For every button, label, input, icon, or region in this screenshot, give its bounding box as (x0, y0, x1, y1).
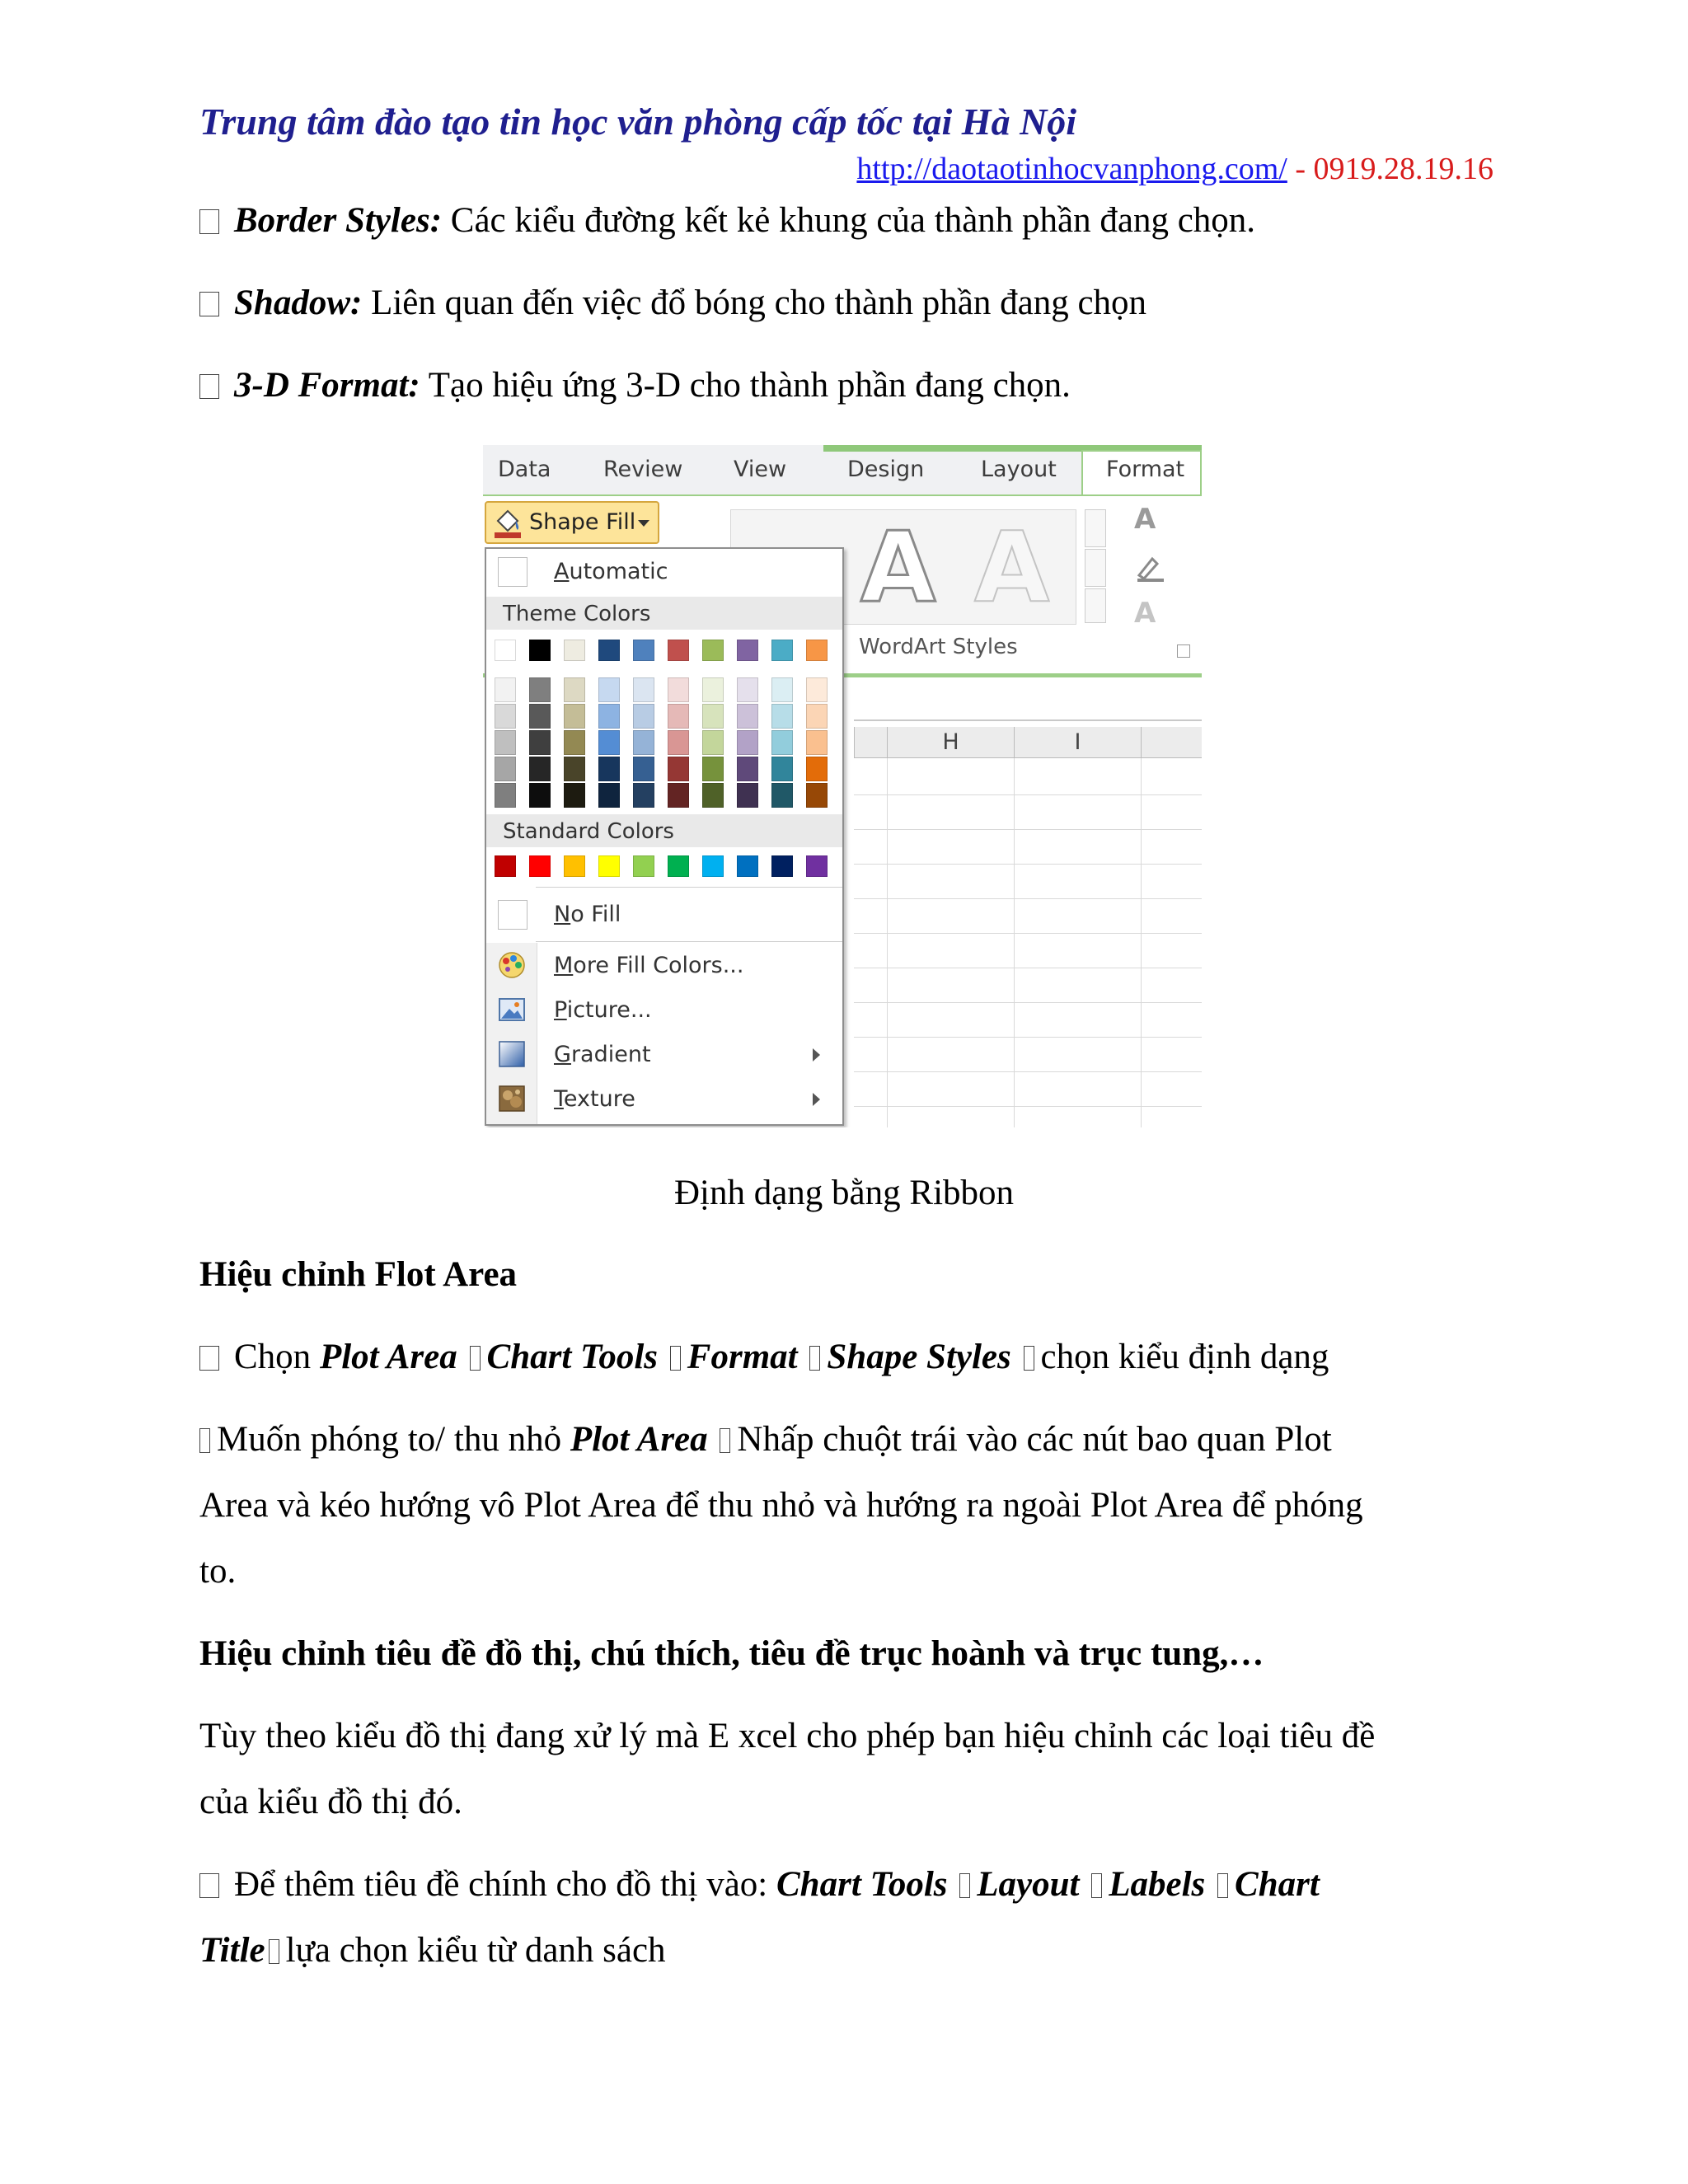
plot-area-resize-line1 (199, 1406, 1493, 1474)
theme-shade-swatch[interactable] (495, 704, 516, 729)
chevron-right-icon (813, 1048, 820, 1062)
ribbon-screenshot (483, 445, 1202, 1127)
arrow-glyph-icon (809, 1346, 820, 1371)
step-chart-tools: Chart Tools (486, 1338, 659, 1376)
theme-color-swatch[interactable] (702, 640, 724, 661)
arrow-glyph-icon (1024, 1346, 1034, 1371)
ribbon-tab-bar (483, 445, 1202, 496)
theme-colors-header (486, 597, 842, 630)
shape-fill-label: Shape Fill (529, 509, 636, 535)
gallery-scroll-up[interactable] (1085, 509, 1106, 547)
add-layout: Layout (977, 1865, 1080, 1904)
standard-color-swatch[interactable] (737, 855, 758, 877)
theme-colors-label: Theme Colors (503, 602, 651, 626)
theme-shade-swatch[interactable] (702, 730, 724, 755)
desc-border-styles: Các kiểu đường kết kẻ khung của thành phần đang chọn. (442, 201, 1256, 240)
theme-shade-swatch[interactable] (806, 757, 828, 781)
standard-color-swatch[interactable] (668, 855, 689, 877)
bullet-box-icon (199, 1873, 219, 1898)
theme-shade-swatch[interactable] (564, 783, 585, 808)
tab-review[interactable]: Review (603, 457, 683, 482)
step-format: Format (687, 1338, 798, 1376)
grid-row-line (854, 933, 1202, 934)
menu-item-picture[interactable] (486, 989, 842, 1032)
theme-color-swatch[interactable] (495, 640, 516, 661)
theme-shade-swatch[interactable] (702, 783, 724, 808)
menu-item-no-fill[interactable] (486, 893, 842, 936)
theme-shade-swatch[interactable] (668, 757, 689, 781)
arrow-glyph-icon (670, 1346, 681, 1371)
theme-color-swatch[interactable] (598, 640, 620, 661)
automatic-label-text: Automatic (554, 559, 668, 584)
column-header-i[interactable]: I (1014, 727, 1141, 758)
theme-color-swatch[interactable] (564, 640, 585, 661)
theme-shade-swatch[interactable] (564, 757, 585, 781)
arrow-glyph-icon (720, 1428, 730, 1453)
theme-shade-swatch[interactable] (702, 757, 724, 781)
theme-shade-swatch[interactable] (668, 783, 689, 808)
desc-shadow: Liên quan đến việc đổ bóng cho thành phần đang chọn (362, 284, 1147, 322)
theme-shade-swatch[interactable] (771, 704, 793, 729)
gradient-icon (498, 1040, 526, 1068)
theme-shade-swatch[interactable] (737, 730, 758, 755)
grid-row-line (854, 829, 1202, 830)
theme-shade-swatch[interactable] (737, 757, 758, 781)
theme-shade-swatch[interactable] (529, 757, 551, 781)
text-effects-icon[interactable]: A (1134, 597, 1156, 630)
desc-3d-format: Tạo hiệu ứng 3-D cho thành phần đang chọn. (420, 366, 1071, 405)
standard-color-swatch[interactable] (806, 855, 828, 877)
picture-icon (498, 996, 526, 1024)
shape-fill-menu (485, 547, 844, 1126)
grid-row-line (854, 1002, 1202, 1003)
theme-shade-swatch[interactable] (564, 730, 585, 755)
add-labels: Labels (1109, 1865, 1206, 1904)
shape-fill-button[interactable] (485, 501, 659, 544)
add-tail: lựa chọn kiểu từ danh sách (285, 1931, 666, 1970)
theme-shade-swatch[interactable] (737, 677, 758, 702)
website-link[interactable]: http://daotaotinhocvanphong.com/ (856, 152, 1287, 186)
text-fill-icon[interactable]: A (1134, 503, 1156, 536)
column-header-row (854, 727, 1202, 758)
grid-row-line (854, 1106, 1202, 1107)
tab-view[interactable]: View (734, 457, 787, 482)
bullet-3d-format (199, 352, 1493, 419)
color-palette-icon (498, 951, 526, 979)
automatic-swatch (498, 557, 528, 587)
standard-color-swatch[interactable] (633, 855, 654, 877)
wordart-styles-label: WordArt Styles (859, 635, 1018, 659)
resize-prefix: Muốn phóng to/ thu nhỏ (217, 1420, 570, 1459)
tab-layout[interactable]: Layout (981, 457, 1057, 482)
standard-colors-label: Standard Colors (503, 819, 674, 844)
bullet-shadow (199, 269, 1493, 337)
formula-bar[interactable] (854, 682, 1202, 721)
arrow-glyph-icon (269, 1939, 279, 1964)
figure-caption: Định dạng bằng Ribbon (673, 1174, 1015, 1212)
theme-shade-swatch[interactable] (529, 677, 551, 702)
resize-line1-text: Nhấp chuột trái vào các nút bao quan Plot (737, 1420, 1332, 1459)
paint-bucket-icon (493, 508, 523, 539)
arrow-glyph-icon (1217, 1873, 1228, 1898)
theme-shade-swatch[interactable] (702, 704, 724, 729)
grid-row-line (854, 864, 1202, 865)
dialog-launcher-icon[interactable] (1177, 644, 1190, 658)
theme-shade-swatch[interactable] (806, 730, 828, 755)
tab-design[interactable]: Design (847, 457, 925, 482)
theme-shade-swatch[interactable] (771, 677, 793, 702)
arrow-glyph-icon (199, 1428, 210, 1453)
theme-shade-swatch[interactable] (598, 757, 620, 781)
theme-color-swatch[interactable] (529, 640, 551, 661)
theme-color-swatch[interactable] (806, 640, 828, 661)
standard-color-swatch[interactable] (702, 855, 724, 877)
add-prefix: Để thêm tiêu đề chính cho đồ thị vào: (234, 1865, 776, 1904)
more-fill-colors-label: More Fill Colors... (554, 953, 744, 978)
titles-intro-line2: của kiểu đồ thị đó. (199, 1783, 462, 1821)
step-prefix: Chọn (234, 1338, 320, 1376)
standard-color-swatch[interactable] (771, 855, 793, 877)
picture-label: Picture... (554, 997, 652, 1023)
wordart-style-2[interactable]: A (974, 510, 1050, 624)
theme-shade-swatch[interactable] (495, 730, 516, 755)
column-header-h[interactable]: H (887, 727, 1014, 758)
grid-row-line (854, 794, 1202, 795)
add-title-line1 (199, 1851, 1493, 1919)
theme-shade-swatch[interactable] (529, 730, 551, 755)
step-plot-area: Plot Area (319, 1338, 457, 1376)
menu-separator (536, 941, 842, 942)
standard-color-swatch[interactable] (598, 855, 620, 877)
step-shape-styles: Shape Styles (827, 1338, 1011, 1376)
separator: - (1287, 152, 1314, 186)
add-title-line2 (199, 1917, 1493, 1985)
texture-label: Texture (554, 1086, 635, 1112)
theme-shade-swatch[interactable] (633, 704, 654, 729)
heading-titles: Hiệu chỉnh tiêu đề đồ thị, chú thích, tiêu đề trục hoành và trục tung,… (199, 1634, 1264, 1673)
theme-shade-swatch[interactable] (702, 677, 724, 702)
bullet-box-icon (199, 1346, 219, 1371)
no-fill-swatch (498, 900, 528, 930)
arrow-glyph-icon (959, 1873, 970, 1898)
theme-shade-swatch[interactable] (598, 677, 620, 702)
theme-color-swatch[interactable] (771, 640, 793, 661)
standard-color-swatch[interactable] (495, 855, 516, 877)
gradient-label: Gradient (554, 1042, 651, 1067)
grid-row-line (854, 898, 1202, 899)
grid-column-line (887, 758, 888, 1127)
plot-area-resize-line2: Area và kéo hướng vô Plot Area để thu nhỏ và hướng ra ngoài Plot Area để phóng (199, 1486, 1363, 1525)
theme-shade-swatch[interactable] (737, 783, 758, 808)
bullet-box-icon (199, 209, 219, 234)
theme-shade-swatch[interactable] (806, 677, 828, 702)
texture-icon (498, 1085, 526, 1113)
header-contact (856, 148, 1493, 190)
bullet-box-icon (199, 292, 219, 316)
grid-row-line (854, 1071, 1202, 1072)
theme-shade-swatch[interactable] (771, 730, 793, 755)
theme-shade-swatch[interactable] (598, 704, 620, 729)
theme-shade-swatch[interactable] (633, 730, 654, 755)
bullet-box-icon (199, 374, 219, 399)
arrow-glyph-icon (1091, 1873, 1102, 1898)
theme-shade-swatch[interactable] (495, 757, 516, 781)
theme-shade-swatch[interactable] (529, 704, 551, 729)
add-chart-tools: Chart Tools (776, 1865, 948, 1904)
no-fill-label: No Fill (554, 902, 621, 927)
grid-row-line (854, 1037, 1202, 1038)
theme-shade-swatch[interactable] (771, 783, 793, 808)
menu-item-gradient[interactable] (486, 1033, 842, 1076)
theme-color-swatch[interactable] (668, 640, 689, 661)
arrow-glyph-icon (470, 1346, 481, 1371)
text-outline-icon[interactable] (1134, 551, 1167, 583)
theme-shade-swatch[interactable] (806, 704, 828, 729)
theme-shade-swatch[interactable] (495, 783, 516, 808)
tab-data[interactable]: Data (498, 457, 551, 482)
theme-shade-swatch[interactable] (529, 783, 551, 808)
plot-area-steps (199, 1324, 1493, 1391)
menu-item-more-fill-colors[interactable] (486, 944, 842, 987)
chevron-down-icon (638, 520, 649, 527)
gallery-more[interactable] (1085, 588, 1106, 623)
theme-shade-swatch[interactable] (771, 757, 793, 781)
theme-color-swatch[interactable] (633, 640, 654, 661)
grid-column-line (1141, 758, 1142, 1127)
add-title: Title (199, 1931, 265, 1970)
chevron-right-icon (813, 1093, 820, 1106)
theme-shade-swatch[interactable] (668, 730, 689, 755)
theme-shade-swatch[interactable] (564, 704, 585, 729)
theme-color-swatch[interactable] (737, 640, 758, 661)
column-header-blank (854, 727, 887, 758)
bullet-border-styles (199, 187, 1493, 255)
add-chart: Chart (1235, 1865, 1320, 1904)
column-header-next[interactable] (1141, 727, 1202, 758)
theme-shade-swatch[interactable] (633, 783, 654, 808)
theme-shade-swatch[interactable] (737, 704, 758, 729)
theme-shade-swatch[interactable] (668, 677, 689, 702)
standard-colors-header (486, 814, 842, 847)
phone-number: 0919.28.19.16 (1313, 152, 1493, 186)
tab-format[interactable]: Format (1106, 457, 1185, 482)
menu-item-texture[interactable] (486, 1078, 842, 1121)
theme-shade-swatch[interactable] (495, 677, 516, 702)
theme-shade-swatch[interactable] (633, 757, 654, 781)
theme-shade-swatch[interactable] (598, 783, 620, 808)
plot-area-resize-line3: to. (199, 1552, 237, 1591)
automatic-label (554, 559, 668, 584)
gallery-scroll-down[interactable] (1085, 549, 1106, 587)
theme-shade-swatch[interactable] (806, 783, 828, 808)
titles-intro-line1: Tùy theo kiểu đồ thị đang xử lý mà E xcel cho phép bạn hiệu chỉnh các loại tiêu đề (199, 1717, 1376, 1755)
wordart-style-1[interactable]: A (860, 510, 936, 624)
term-shadow: Shadow: (234, 284, 363, 322)
resize-plot-area: Plot Area (570, 1420, 708, 1459)
theme-shade-swatch[interactable] (668, 704, 689, 729)
page-header (199, 97, 1493, 186)
standard-color-swatch[interactable] (529, 855, 551, 877)
theme-shade-swatch[interactable] (633, 677, 654, 702)
step-tail: chọn kiểu định dạng (1040, 1338, 1329, 1376)
heading-plot-area: Hiệu chỉnh Flot Area (199, 1255, 518, 1294)
menu-separator (536, 887, 842, 888)
menu-item-automatic[interactable] (486, 551, 842, 593)
theme-shade-swatch[interactable] (598, 730, 620, 755)
standard-color-swatch[interactable] (564, 855, 585, 877)
grid-column-line (1014, 758, 1015, 1127)
term-3d-format: 3-D Format: (234, 366, 420, 405)
theme-shade-swatch[interactable] (564, 677, 585, 702)
term-border-styles: Border Styles: (234, 201, 443, 240)
header-title: Trung tâm đào tạo tin học văn phòng cấp tốc tại Hà Nội (199, 101, 1077, 143)
